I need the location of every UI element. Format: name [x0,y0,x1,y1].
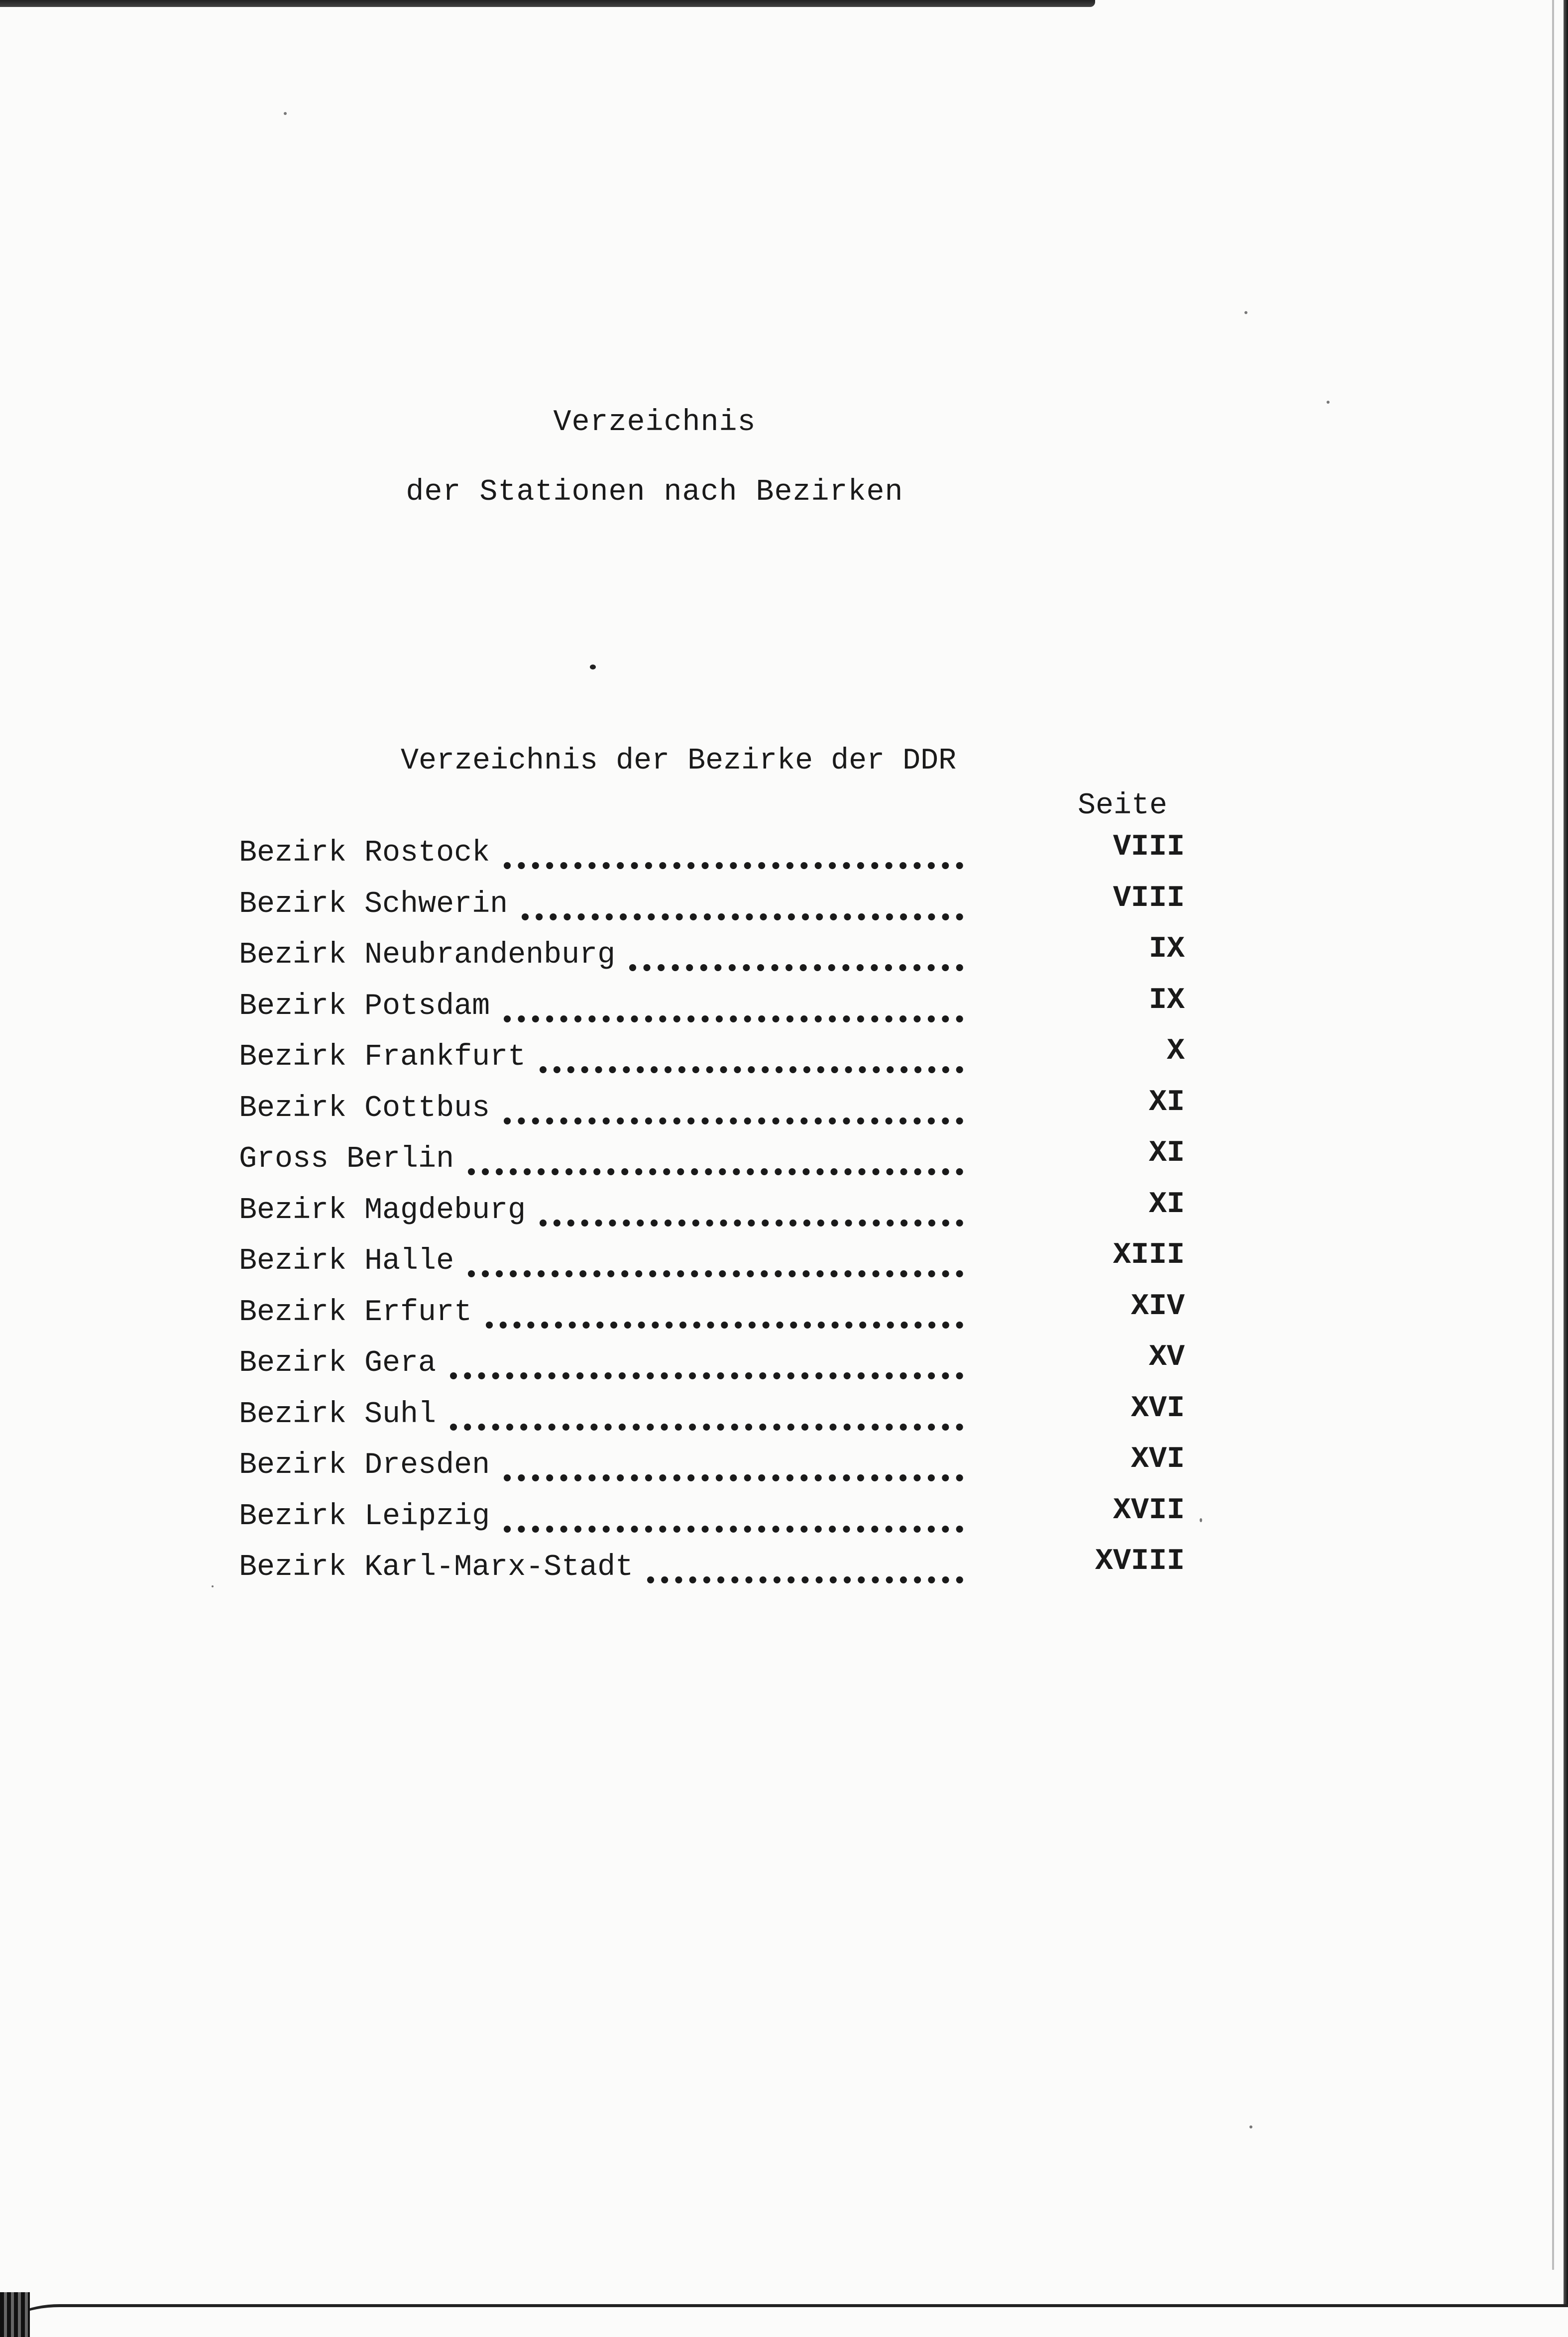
toc-entry-page: XVII [1113,1493,1185,1528]
toc-leader-dots [486,1287,963,1329]
toc-leader-dots [468,1133,963,1175]
toc-entry-name: Bezirk Suhl [239,1397,437,1432]
toc-entry-page: IX [1148,932,1185,966]
toc-entry-name: Bezirk Frankfurt [239,1040,526,1074]
toc-leader-dots [504,827,963,869]
toc-leader-dots [540,1031,963,1073]
toc-leader-dots [647,1542,963,1583]
toc-leader-dots [629,929,963,971]
toc-entry-name: Bezirk Gera [239,1346,437,1380]
scan-speck [1327,401,1330,404]
toc-entry-page: XI [1148,1136,1185,1170]
toc-entry-name: Bezirk Schwerin [239,887,508,921]
toc-leader-dots [504,1491,963,1533]
toc-leader-dots [504,1440,963,1481]
toc-entry-name: Bezirk Leipzig [239,1499,490,1534]
page-title: Verzeichnis [553,406,756,440]
page-edge-binding [0,2292,30,2337]
page-edge-right-shadow [1552,0,1554,2270]
toc-entry-name: Bezirk Dresden [239,1448,490,1482]
toc-leader-dots [450,1389,963,1431]
toc-entry-page: VIII [1113,881,1185,915]
scan-speck [212,1585,214,1587]
page-column-header: Seite [1078,789,1168,823]
toc-entry-name: Bezirk Rostock [239,836,490,870]
toc-entry-name: Bezirk Erfurt [239,1295,472,1330]
toc-leader-dots [522,879,963,920]
toc-leader-dots [450,1337,963,1379]
page-edge-right [1564,0,1568,2337]
page-title-line-2: der Stationen nach Bezirken [406,475,903,509]
toc-entry-page: XIV [1130,1289,1185,1324]
toc-entry-page: VIII [1113,830,1185,864]
page-edge-top [0,0,1095,7]
toc-leader-dots [504,981,963,1022]
toc-entry-name: Bezirk Karl-Marx-Stadt [239,1551,634,1584]
toc-leader-dots [468,1235,963,1277]
page-edge-bottom [0,2304,1568,2337]
toc-entry [239,1545,1185,1602]
toc-entry-name: Gross Berlin [239,1142,454,1176]
toc-entry-name: Bezirk Potsdam [239,989,490,1023]
toc-entry-page: XV [1148,1340,1185,1374]
toc-entry-page: X [1166,1034,1185,1068]
section-subtitle: Verzeichnis der Bezirke der DDR [401,744,957,778]
toc-entry-page: XVIII [1095,1545,1185,1578]
toc-entry-name: Bezirk Cottbus [239,1091,490,1125]
toc-entry-page: XIII [1113,1238,1185,1272]
scan-speck [284,112,287,115]
toc-leader-dots [504,1083,963,1124]
toc-entry-page: IX [1148,983,1185,1017]
scan-speck [1249,2125,1252,2128]
toc-entry-name: Bezirk Magdeburg [239,1193,526,1227]
toc-entry-page: XVI [1130,1391,1185,1426]
scan-speck [590,665,596,669]
table-of-contents [239,830,1185,1602]
toc-entry-page: XI [1148,1187,1185,1222]
toc-entry-name: Bezirk Neubrandenburg [239,938,616,972]
toc-leader-dots [540,1185,963,1226]
toc-entry-page: XI [1148,1085,1185,1119]
toc-entry-page: XVI [1130,1443,1185,1476]
toc-entry-name: Bezirk Halle [239,1244,454,1278]
scan-speck [1200,1518,1202,1522]
scan-speck [1244,311,1247,314]
